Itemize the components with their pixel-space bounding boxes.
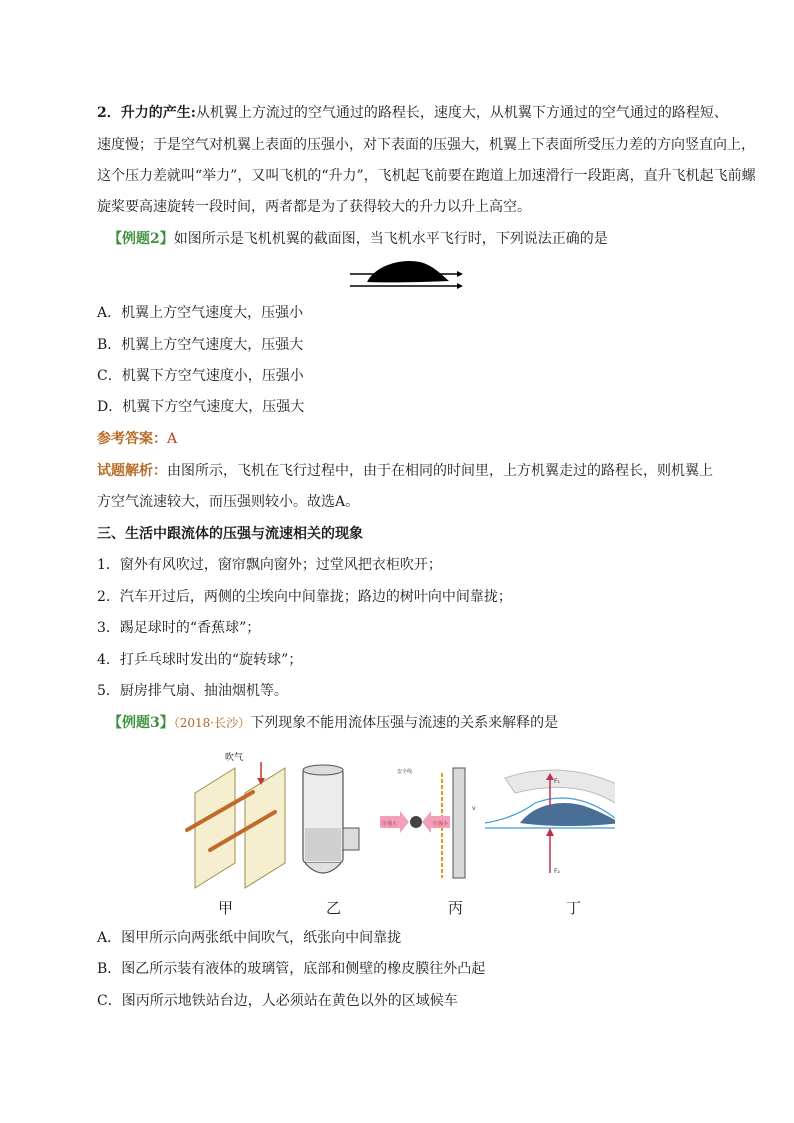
example3-option-c: C．图丙所示地铁站台边，人必须站在黄色以外的区域候车	[97, 993, 458, 1009]
tube-top	[303, 765, 343, 775]
arrow-head-bottom	[457, 283, 463, 289]
section3-item-3: 3．踢足球时的“香蕉球”；	[97, 620, 261, 636]
figure-bing-subway	[380, 768, 476, 878]
example2-option-c: C．机翼下方空气速度小，压强小	[97, 368, 304, 384]
example3-question: 【例题3】（2018·长沙）下列现象不能用流体压强与流速的关系来解释的是	[108, 715, 559, 731]
figure-label-yi: 乙	[326, 899, 342, 917]
force-f2-head	[546, 828, 554, 836]
blow-label: 吹气	[225, 753, 244, 763]
section2-title: 2．升力的产生:	[97, 105, 196, 121]
safety-line-label: 安全线	[397, 769, 413, 775]
example2-option-a: A．机翼上方空气速度大，压强小	[97, 305, 304, 321]
example2-option-d: D．机翼下方空气速度大，压强大	[97, 399, 305, 415]
f1-label: F₁	[554, 778, 560, 785]
f2-label: F₂	[554, 868, 560, 875]
section2-line1: 2．升力的产生:从机翼上方流过的空气通过的路程长，速度大，从机翼下方通过的空气通过的路程短、	[97, 105, 728, 121]
example2-answer: 参考答案：A	[97, 431, 178, 447]
section3-item-2: 2．汽车开过后，两侧的尘埃向中间靠拢；路边的树叶向中间靠拢；	[97, 589, 512, 605]
person-icon	[410, 816, 422, 828]
train-velocity-label: v	[472, 805, 476, 812]
section2-line4: 旋桨要高速旋转一段时间，两者都是为了获得较大的升力以升上高空。	[97, 199, 531, 215]
tube-side-port	[343, 828, 359, 850]
section3-item-4: 4．打乒乓球时发出的“旋转球”；	[97, 652, 303, 668]
pressure-small-label: 压强小	[433, 821, 449, 827]
example3-option-b: B．图乙所示装有液体的玻璃管，底部和侧壁的橡皮膜往外凸起	[97, 961, 486, 977]
figure-label-bing: 丙	[448, 899, 464, 917]
wing-shape	[367, 261, 449, 282]
wing-cross-section-figure	[345, 256, 465, 292]
pressure-big-label: 压强大	[382, 821, 398, 827]
example3-source: （2018·长沙）	[173, 716, 251, 730]
tube-bottom-membrane	[305, 863, 341, 873]
section2-line2: 速度慢；于是空气对机翼上表面的压强小，对下表面的压强大，机翼上下表面所受压力差的方向竖直向上，	[97, 137, 755, 153]
example2-analysis-line1: 试题解析：由图所示，飞机在飞行过程中，由于在相同的时间里，上方机翼走过的路程长，则机翼上	[97, 463, 713, 479]
train-body	[453, 768, 465, 878]
example-tag: 【例题2】	[108, 231, 174, 247]
figure-label-ding: 丁	[566, 899, 582, 917]
section3-item-5: 5．厨房排气扇、抽油烟机等。	[97, 683, 288, 699]
figure-ding-airfoil	[485, 770, 615, 875]
tube-liquid	[305, 828, 341, 861]
example2-question: 【例题2】如图所示是飞机机翼的截面图，当飞机水平飞行时，下列说法正确的是	[108, 231, 608, 247]
figure-label-jia: 甲	[218, 899, 234, 917]
figure-jia-papers	[187, 751, 285, 888]
example3-option-a: A．图甲所示向两张纸中间吹气，纸张向中间靠拢	[97, 930, 402, 946]
section3-title: 三、生活中跟流体的压强与流速相关的现象	[97, 526, 363, 542]
example2-analysis-line2: 方空气流速较大，而压强则较小。故选A。	[97, 494, 360, 510]
arrow-head-top	[457, 271, 463, 277]
section3-item-1: 1．窗外有风吹过，窗帘飘向窗外；过堂风把衣柜吹开；	[97, 557, 442, 573]
example-tag: 【例题3】	[108, 715, 174, 731]
figure-yi-tube	[303, 765, 359, 873]
paper-left	[195, 768, 235, 888]
example2-option-b: B．机翼上方空气速度大，压强大	[97, 337, 304, 353]
example3-figure	[175, 748, 615, 893]
airfoil-shape	[520, 803, 615, 826]
section2-line3: 这个压力差就叫“举力”，又叫飞机的“升力”，飞机起飞前要在跑道上加速滑行一段距离，直升飞机起飞前螺	[97, 168, 756, 184]
